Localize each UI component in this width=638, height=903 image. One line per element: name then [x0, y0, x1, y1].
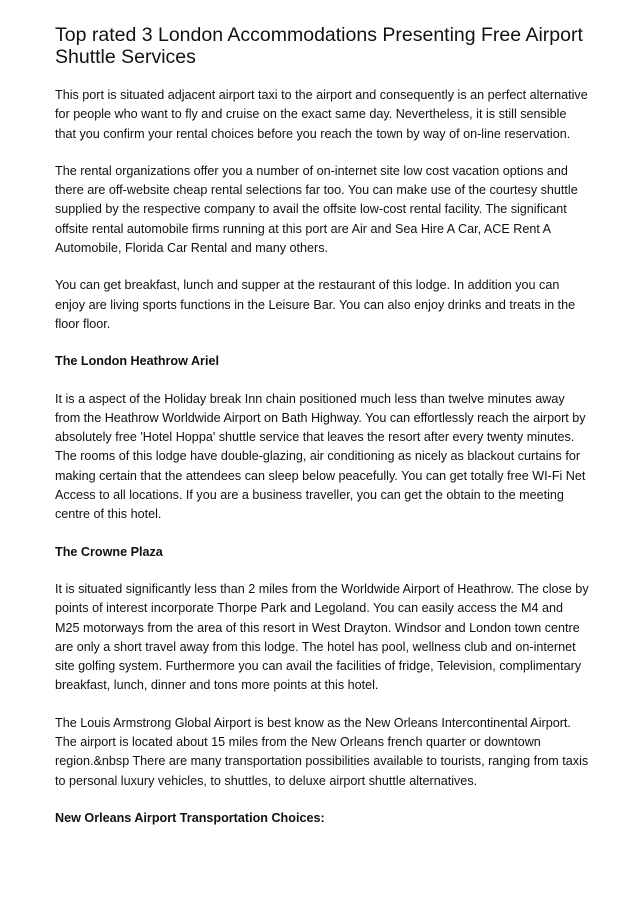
paragraph-louis-armstrong-airport: The Louis Armstrong Global Airport is best know as the New Orleans Intercontinental Airport. The airport is located about 15 miles from the New Orleans french quarter or downtown region.&nbsp There are many transportation possibilities available to tourists, ranging from taxis to personal luxury vehicles, to shuttles, to deluxe airport shuttle alternatives. [55, 715, 589, 788]
paragraph-restaurant: You can get breakfast, lunch and supper at the restaurant of this lodge. In addition you can enjoy are living sports functions in the Leisure Bar. You can also enjoy drinks and treats in the floor floor. [55, 278, 576, 331]
paragraph-heathrow-ariel: It is a aspect of the Holiday break Inn chain positioned much less than twelve minutes away from the Heathrow Worldwide Airport on Bath Highway. You can effortlessly reach the airport by absolutely free 'Hotel Hoppa' shuttle service that leaves the resort after every twenty minutes. The rooms of this lodge have double-glazing, air conditioning as nicely as blackout curtains for making certain that the attendees can sleep below peacefully. You can get totally free WI-Fi Net Access to all locations. If you are a business traveller, you can get the obtain to the meeting centre of this hotel. [55, 391, 586, 522]
document-title: Top rated 3 London Accommodations Presenting Free Airport Shuttle Services [55, 24, 583, 68]
paragraph-rental-organizations: The rental organizations offer you a number of on-internet site low cost vacation options and there are off-website cheap rental selections far too. You can make use of the courtesy shuttle supplied by the respective company to avail the offsite low-cost rental facility. The significant offsite rental automobile firms running at this port are Air and Sea Hire A Car, ACE Rent A Automobile, Florida Car Rental and many others. [55, 163, 578, 256]
paragraph-port-intro: This port is situated adjacent airport taxi to the airport and consequently is an perfect alternative for people who want to fly and cruise on the exact same day. Nevertheless, it is still sensible that you confirm your rental choices before you reach the town by way of on-line reservation. [55, 88, 588, 141]
heading-new-orleans-transport: New Orleans Airport Transportation Choices: [55, 810, 325, 825]
document-page [55, 24, 590, 846]
paragraph-crowne-plaza: It is situated significantly less than 2 miles from the Worldwide Airport of Heathrow. The close by points of interest incorporate Thorpe Park and Legoland. You can easily access the M4 and M25 motorways from the area of this resort in West Drayton. Windsor and London town centre are only a short travel away from this lodge. The hotel has pool, wellness club and on-internet site golfing system. Furthermore you can avail the facilities of fridge, Television, complimentary breakfast, lunch, dinner and tons more points at this hotel. [55, 581, 589, 693]
heading-london-heathrow-ariel: The London Heathrow Ariel [55, 354, 219, 369]
heading-crowne-plaza: The Crowne Plaza [55, 544, 163, 559]
